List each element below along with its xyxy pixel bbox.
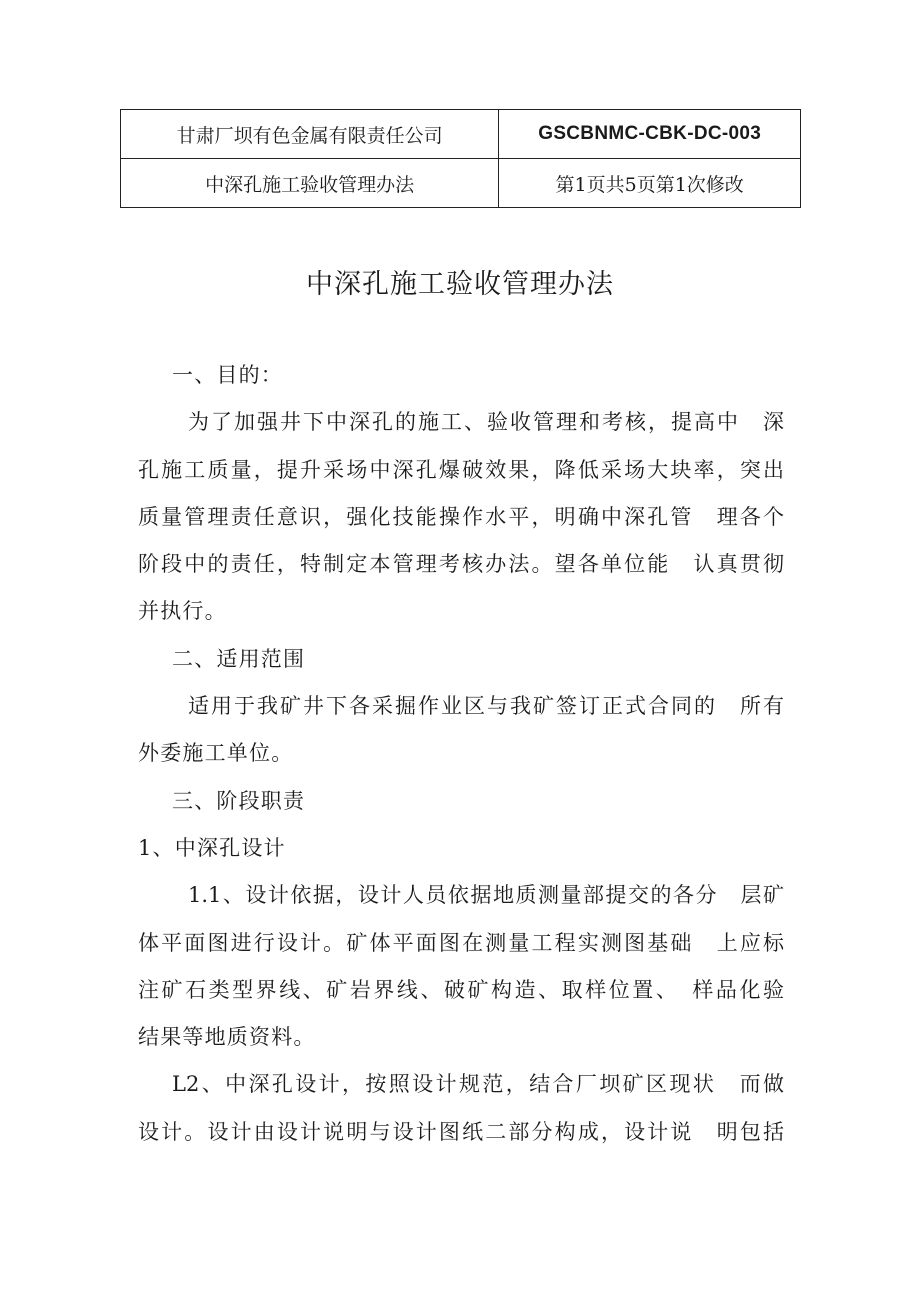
page-info: 第1页共5页第1次修改 <box>499 159 801 208</box>
document-header-table <box>120 109 801 208</box>
subsection-heading-design: 1、中深孔设计 <box>138 835 286 860</box>
section-heading-duties: 三、阶段职责 <box>172 788 306 813</box>
body-line: 外委施工单位。 <box>138 741 294 766</box>
body-line: 质量管理责任意识，强化技能操作水平，明确中深孔管 理各个 <box>138 504 784 529</box>
body-line: 为了加强井下中深孔的施工、验收管理和考核，提高中 深 <box>188 410 784 435</box>
body-line: 并执行。 <box>138 599 227 624</box>
header-row-1 <box>121 110 801 159</box>
section-heading-purpose: 一、目的： <box>172 363 283 387</box>
body-line: 注矿石类型界线、矿岩界线、破矿构造、取样位置、 样品化验 <box>138 977 784 1002</box>
body-line: 孔施工质量，提升采场中深孔爆破效果，降低采场大块率，突出 <box>138 457 784 482</box>
body-line: 结果等地质资料。 <box>138 1025 316 1050</box>
header-row-2 <box>121 159 801 208</box>
body-line: 设计。设计由设计说明与设计图纸二部分构成，设计说 明包括 <box>138 1119 784 1144</box>
section-heading-scope: 二、适用范围 <box>172 646 306 671</box>
body-line: 适用于我矿井下各采掘作业区与我矿签订正式合同的 所有 <box>188 694 784 719</box>
document-name: 中深孔施工验收管理办法 <box>121 159 499 208</box>
company-name: 甘肃厂坝有色金属有限责任公司 <box>121 110 499 159</box>
page-title: 中深孔施工验收管理办法 <box>306 269 614 300</box>
body-line: 阶段中的责任，特制定本管理考核办法。望各单位能 认真贯彻 <box>138 552 784 577</box>
document-body <box>138 352 784 1156</box>
body-line: L2、中深孔设计，按照设计规范，结合厂坝矿区现状 而做 <box>172 1072 784 1097</box>
body-line: 体平面图进行设计。矿体平面图在测量工程实测图基础 上应标 <box>138 930 784 955</box>
document-code: GSCBNMC-CBK-DC-003 <box>499 110 801 159</box>
body-line: 1.1、设计依据，设计人员依据地质测量部提交的各分 层矿 <box>188 883 784 908</box>
